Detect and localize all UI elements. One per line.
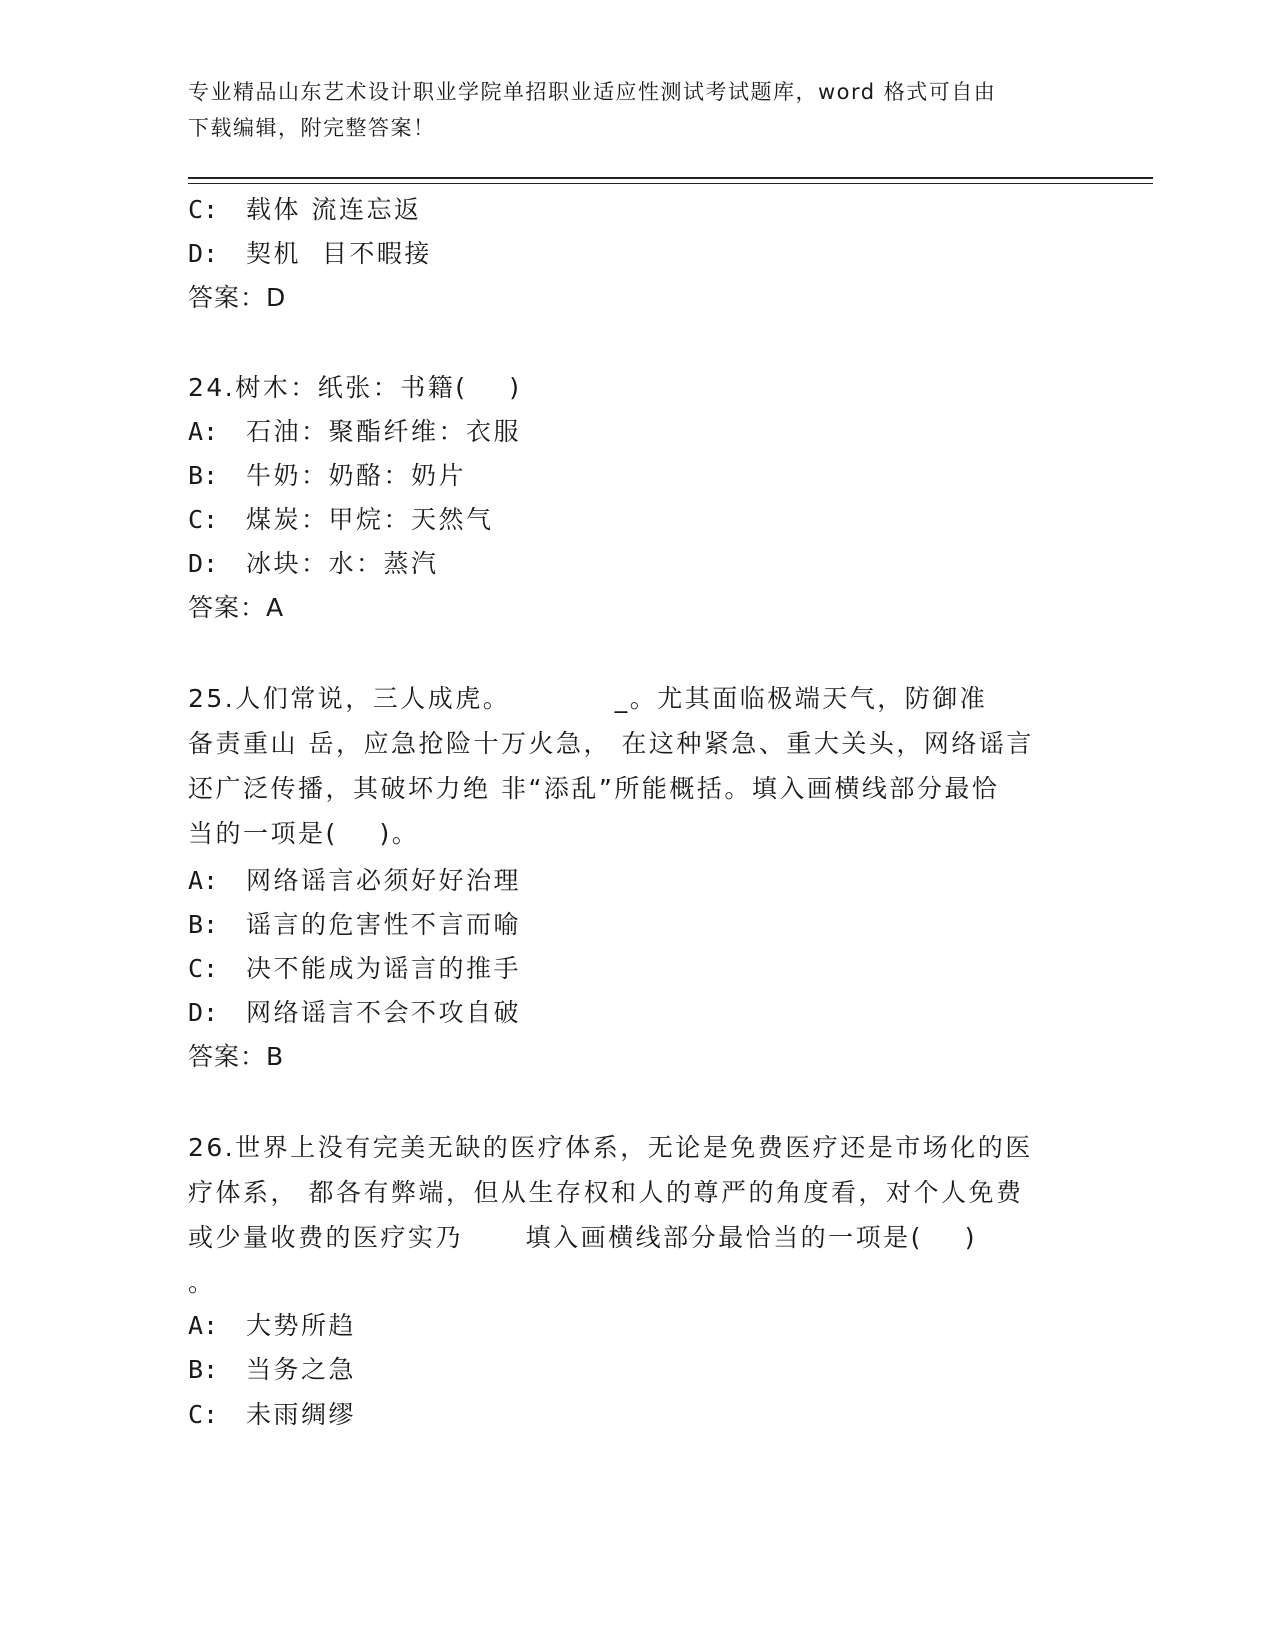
- option-letter: C:: [188, 954, 219, 983]
- q24-option-d: [188, 548, 439, 580]
- q26-option-c: [188, 1399, 356, 1431]
- header-line-2: 下载编辑，附完整答案！: [188, 116, 436, 140]
- option-letter: A:: [188, 417, 219, 446]
- q25-stem-line-4: 当的一项是( )。: [188, 819, 420, 848]
- option-text: 当务之急: [246, 1355, 357, 1384]
- q25-option-b: [188, 909, 521, 941]
- option-text: 网络谣言必须好好治理: [246, 866, 522, 895]
- q24-option-c: [188, 504, 494, 536]
- q25-option-a: [188, 865, 521, 897]
- option-text: 煤炭：甲烷：天然气: [246, 505, 494, 534]
- option-text: 大势所趋: [246, 1311, 357, 1340]
- q25-option-c: [188, 953, 521, 985]
- option-letter: D:: [188, 549, 219, 578]
- option-letter: B:: [188, 910, 219, 939]
- option-letter: C:: [188, 1400, 219, 1429]
- option-letter: B:: [188, 461, 219, 490]
- q25-option-d: [188, 997, 521, 1029]
- option-text: 未雨绸缪: [246, 1400, 357, 1429]
- q26-stem-line-1: 26.世界上没有完美无缺的医疗体系，无论是免费医疗还是市场化的医: [188, 1133, 1033, 1162]
- option-letter: A:: [188, 1311, 219, 1340]
- q23-option-c: [188, 194, 421, 226]
- option-text: 牛奶：奶酪：奶片: [246, 461, 467, 490]
- option-letter: A:: [188, 866, 219, 895]
- option-text: 谣言的危害性不言而喻: [246, 910, 522, 939]
- option-text: 载体 流连忘返: [246, 195, 422, 224]
- option-text: 冰块：水：蒸汽: [246, 549, 439, 578]
- q26-option-b: [188, 1354, 356, 1386]
- header-rule-thick: [188, 177, 1153, 179]
- q26-stem-line-3: 或少量收费的医疗实乃 填入画横线部分最恰当的一项是( ): [188, 1223, 977, 1252]
- q25-stem-line-3: 还广泛传播，其破坏力绝 非“添乱”所能概括。填入画横线部分最恰: [188, 774, 1000, 803]
- q24-option-a: [188, 416, 521, 448]
- option-text: 网络谣言不会不攻自破: [246, 998, 522, 1027]
- option-letter: C:: [188, 195, 219, 224]
- option-letter: D:: [188, 998, 219, 1027]
- q25-answer: 答案：B: [188, 1042, 285, 1071]
- option-text: 石油：聚酯纤维：衣服: [246, 417, 522, 446]
- q26-option-a: [188, 1310, 356, 1342]
- q23-answer: 答案：D: [188, 283, 287, 312]
- q24-answer: 答案：A: [188, 593, 285, 622]
- option-letter: D:: [188, 239, 219, 268]
- q23-option-d: [188, 238, 432, 270]
- option-letter: C:: [188, 505, 219, 534]
- q25-stem-line-2: 备责重山 岳，应急抢险十万火急， 在这种紧急、重大关头，网络谣言: [188, 729, 1034, 758]
- option-text: 决不能成为谣言的推手: [246, 954, 522, 983]
- q26-stem-line-4: 。: [188, 1268, 216, 1297]
- document-header: [188, 74, 1088, 146]
- q26-stem-line-2: 疗体系， 都各有弊端，但从生存权和人的尊严的角度看，对个人免费: [188, 1178, 1024, 1207]
- option-letter: B:: [188, 1355, 219, 1384]
- header-line-1: 专业精品山东艺术设计职业学院单招职业适应性测试考试题库，word 格式可自由: [188, 80, 997, 104]
- q24-option-b: [188, 460, 466, 492]
- q24-stem: 24.树木：纸张：书籍( ): [188, 373, 522, 402]
- header-rule-thin: [188, 183, 1153, 184]
- q25-stem-line-1: 25.人们常说，三人成虎。 _。尤其面临极端天气，防御准: [188, 684, 988, 713]
- option-text: 契机 目不暇接: [246, 239, 432, 268]
